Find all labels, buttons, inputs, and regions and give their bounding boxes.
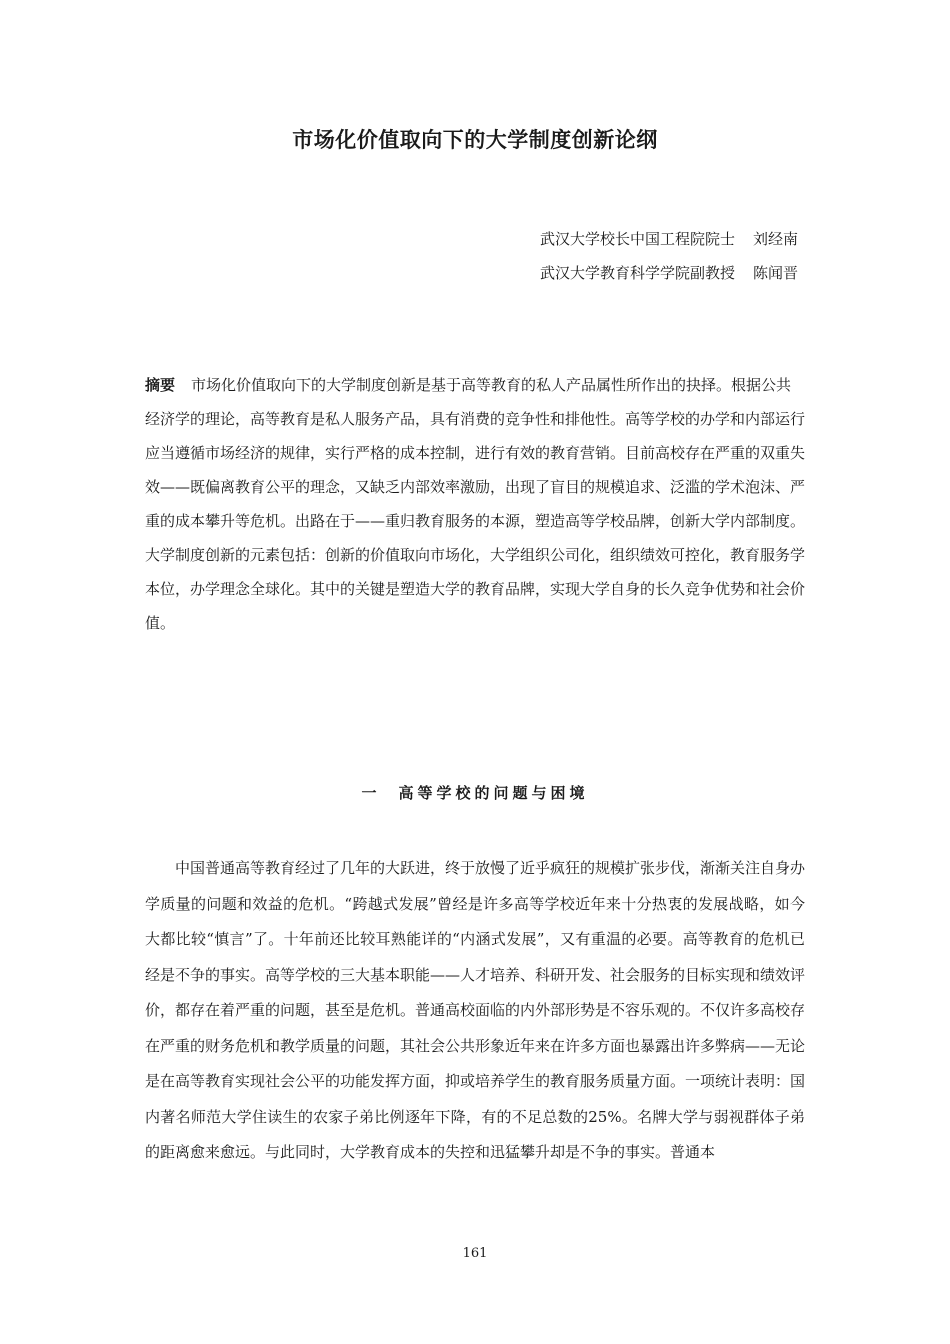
- author-affiliation: 武汉大学校长中国工程院院士: [539, 230, 735, 248]
- section-heading: [0, 782, 950, 803]
- paper-title: 市场化价值取向下的大学制度创新论纲: [292, 128, 658, 152]
- author-name: 陈闻晋: [752, 264, 798, 282]
- section-title: 高等学校的问题与困境: [398, 784, 589, 802]
- section-number: 一: [361, 784, 381, 802]
- body-paragraph: 中国普通高等教育经过了几年的大跃进，终于放慢了近乎疯狂的规模扩张步伐，渐渐关注自身办学质量的问题和效益的危机。“跨越式发展”曾经是许多高等学校近年来十分热衷的发展战略，如今大都比较“慎言”了。十年前还比较耳熟能详的“内涵式发展”，又有重温的必要。高等教育的危机已经是不争的事实。高等学校的三大基本职能——人才培养、科研开发、社会服务的目标实现和绩效评价，都存在着严重的问题，甚至是危机。普通高校面临的内外部形势是不容乐观的。不仅许多高校存在严重的财务危机和教学质量的问题，其社会公共形象近年来在许多方面也暴露出许多弊病——无论是在高等教育实现社会公平的功能发挥方面，抑或培养学生的教育服务质量方面。一项统计表明：国内著名师范大学住读生的农家子弟比例逐年下降，有的不足总数的25%。名牌大学与弱视群体子弟的距离愈来愈远。与此同时，大学教育成本的失控和迅猛攀升却是不争的事实。普通本: [145, 859, 806, 1161]
- abstract-text: 市场化价值取向下的大学制度创新是基于高等教育的私人产品属性所作出的抉择。根据公共经济学的理论，高等教育是私人服务产品，具有消费的竞争性和排他性。高等学校的办学和内部运行应当遵循市场经济的规律，实行严格的成本控制，进行有效的教育营销。目前高校存在严重的双重失效——既偏离教育公平的理念，又缺乏内部效率激励，出现了盲目的规模追求、泛滥的学术泡沫、严重的成本攀升等危机。出路在于——重归教育服务的本源，塑造高等学校品牌，创新大学内部制度。大学制度创新的元素包括：创新的价值取向市场化，大学组织公司化，组织绩效可控化，教育服务学本位，办学理念全球化。其中的关键是塑造大学的教育品牌，实现大学自身的长久竞争优势和社会价值。: [145, 376, 806, 632]
- page-number: 161: [462, 1246, 488, 1261]
- author-affiliation: 武汉大学教育科学学院副教授: [539, 264, 735, 282]
- author-line-2: [540, 256, 798, 290]
- author-name: 刘经南: [752, 230, 798, 248]
- abstract-label: 摘要: [145, 376, 176, 394]
- author-line-1: [540, 222, 798, 256]
- abstract: [145, 368, 805, 640]
- author-block: [540, 222, 798, 290]
